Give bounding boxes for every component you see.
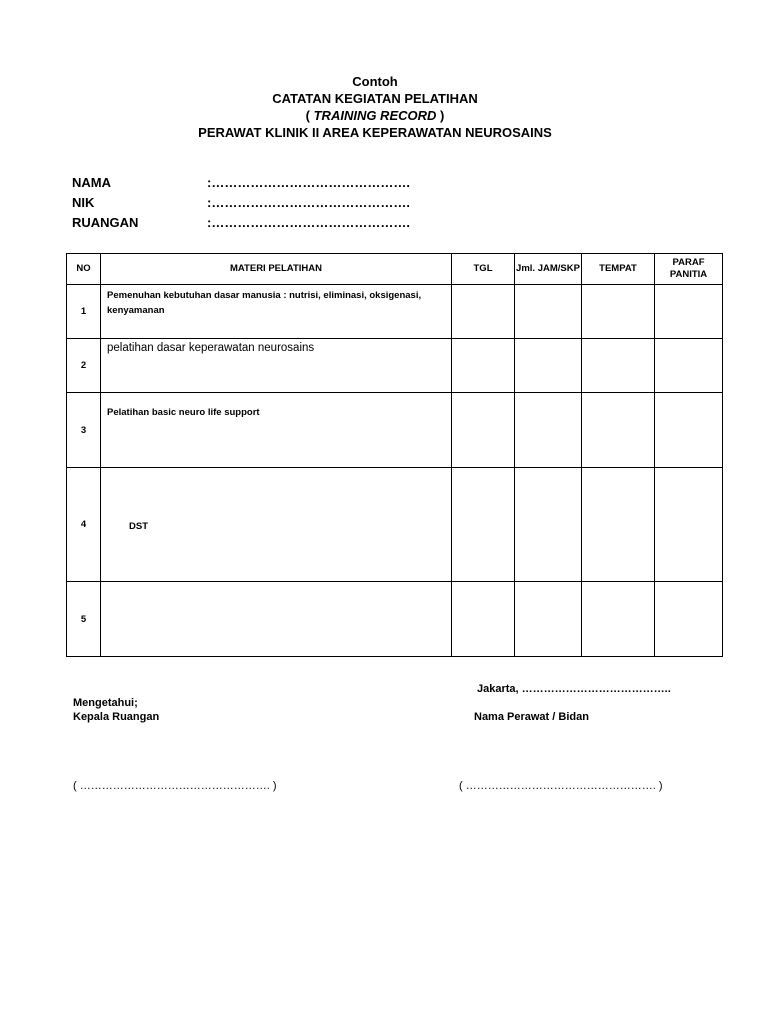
table-header-row xyxy=(67,254,723,285)
cell-paraf[interactable] xyxy=(655,393,723,468)
title-main: CATATAN KEGIATAN PELATIHAN xyxy=(272,91,478,106)
cell-tgl[interactable] xyxy=(452,339,515,393)
cell-jml-jam[interactable] xyxy=(515,582,582,657)
row-number: 2 xyxy=(67,339,101,393)
cell-tempat[interactable] xyxy=(582,582,655,657)
column-header-materi: MATERI PELATIHAN xyxy=(101,254,452,285)
title-training-record: ( TRAINING RECORD ) xyxy=(305,108,445,123)
identity-row-nik xyxy=(72,193,410,213)
identity-row-ruangan xyxy=(72,213,410,233)
training-record-table xyxy=(66,253,723,657)
identity-label: RUANGAN xyxy=(72,215,139,230)
identity-label: NAMA xyxy=(72,175,111,190)
cell-jml-jam[interactable] xyxy=(515,468,582,582)
identity-fill-line[interactable]: :………………………………………. xyxy=(207,215,410,230)
cell-paraf[interactable] xyxy=(655,285,723,339)
table-row xyxy=(67,393,723,468)
identity-fill-line[interactable]: :………………………………………. xyxy=(207,195,410,210)
document-title-block xyxy=(0,73,750,141)
cell-paraf[interactable] xyxy=(655,339,723,393)
row-materi: Pemenuhan kebutuhan dasar manusia : nutrisi, eliminasi, oksigenasi, kenyamanan xyxy=(101,285,452,339)
acknowledge-label: Mengetahui; xyxy=(73,697,138,709)
column-header-no: NO xyxy=(67,254,101,285)
column-header-tgl: TGL xyxy=(452,254,515,285)
nurse-name-label: Nama Perawat / Bidan xyxy=(474,711,589,723)
cell-paraf[interactable] xyxy=(655,468,723,582)
table-row xyxy=(67,339,723,393)
row-number: 4 xyxy=(67,468,101,582)
cell-jml-jam[interactable] xyxy=(515,393,582,468)
table-row xyxy=(67,468,723,582)
cell-jml-jam[interactable] xyxy=(515,285,582,339)
cell-tempat[interactable] xyxy=(582,339,655,393)
cell-tgl[interactable] xyxy=(452,468,515,582)
city-date-line[interactable]: Jakarta, ………………………………….. xyxy=(477,683,671,695)
row-materi: pelatihan dasar keperawatan neurosains xyxy=(101,339,452,393)
column-header-paraf: PARAF PANITIA xyxy=(655,254,723,285)
row-materi: DST xyxy=(101,468,452,582)
row-number: 1 xyxy=(67,285,101,339)
title-training-record-italic: TRAINING RECORD xyxy=(313,108,437,123)
identity-label: NIK xyxy=(72,195,95,210)
row-number: 5 xyxy=(67,582,101,657)
table-row xyxy=(67,582,723,657)
column-header-jml-jam: Jml. JAM/SKP xyxy=(515,254,582,285)
head-signature-line[interactable]: ( ……………………………………………. ) xyxy=(73,780,277,792)
row-number: 3 xyxy=(67,393,101,468)
identity-row-nama xyxy=(72,173,410,193)
table-row xyxy=(67,285,723,339)
title-subject: PERAWAT KLINIK II AREA KEPERAWATAN NEUROSAINS xyxy=(198,125,552,140)
identity-fields xyxy=(72,173,410,233)
nurse-signature-line[interactable]: ( ……………………………………………. ) xyxy=(459,780,663,792)
head-of-room-label: Kepala Ruangan xyxy=(73,711,160,723)
row-materi: Pelatihan basic neuro life support xyxy=(101,393,452,468)
cell-tempat[interactable] xyxy=(582,468,655,582)
cell-jml-jam[interactable] xyxy=(515,339,582,393)
title-example: Contoh xyxy=(352,74,398,89)
cell-tgl[interactable] xyxy=(452,393,515,468)
cell-paraf[interactable] xyxy=(655,582,723,657)
cell-tempat[interactable] xyxy=(582,393,655,468)
column-header-tempat: TEMPAT xyxy=(582,254,655,285)
cell-tgl[interactable] xyxy=(452,285,515,339)
identity-fill-line[interactable]: :………………………………………. xyxy=(207,175,410,190)
cell-tempat[interactable] xyxy=(582,285,655,339)
cell-tgl[interactable] xyxy=(452,582,515,657)
row-materi[interactable] xyxy=(101,582,452,657)
